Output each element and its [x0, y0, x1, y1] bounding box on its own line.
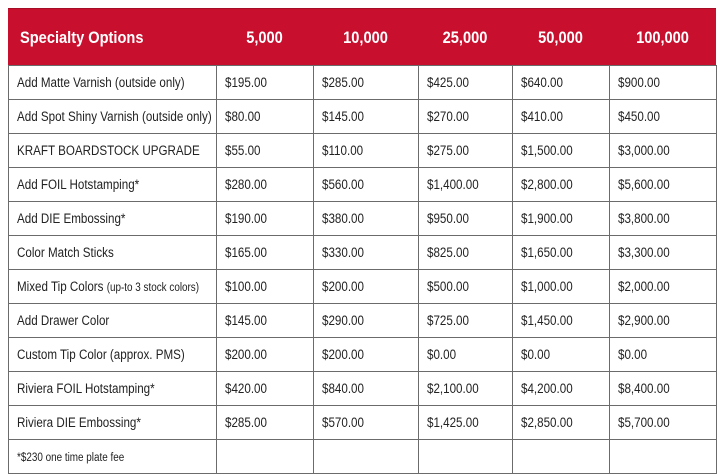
pricing-table-frame: [8, 8, 716, 464]
price-cell: [610, 270, 717, 304]
price-value: $825.00: [427, 245, 469, 260]
price-cell: [419, 100, 513, 134]
price-value: $200.00: [322, 279, 364, 294]
price-cell: [610, 66, 717, 100]
price-value: $5,700.00: [618, 415, 670, 430]
price-value: $2,850.00: [521, 415, 573, 430]
price-value: $2,800.00: [521, 177, 573, 192]
price-cell: [419, 236, 513, 270]
footnote-text: *$230 one time plate fee: [17, 452, 125, 464]
price-cell: [610, 202, 717, 236]
price-cell: [217, 100, 314, 134]
table-row: [9, 100, 717, 134]
price-cell: [419, 406, 513, 440]
price-cell: [419, 134, 513, 168]
price-value: $285.00: [322, 75, 364, 90]
price-value: $2,900.00: [618, 313, 670, 328]
header-qty-5000: 5,000: [246, 28, 283, 47]
empty-cell: [513, 440, 610, 474]
price-value: $110.00: [322, 143, 364, 158]
price-cell: [217, 168, 314, 202]
price-cell: [610, 338, 717, 372]
price-value: $840.00: [322, 381, 364, 396]
price-value: $420.00: [225, 381, 267, 396]
table-row: [9, 66, 717, 100]
header-qty-50000: 50,000: [538, 28, 583, 47]
table-row: [9, 338, 717, 372]
price-value: $3,000.00: [618, 143, 670, 158]
empty-cell: [217, 440, 314, 474]
price-value: $200.00: [225, 347, 267, 362]
price-cell: [610, 372, 717, 406]
price-cell: [610, 100, 717, 134]
price-value: $165.00: [225, 245, 267, 260]
price-value: $330.00: [322, 245, 364, 260]
table-row: [9, 168, 717, 202]
price-cell: [610, 134, 717, 168]
option-label: Mixed Tip Colors: [17, 279, 104, 294]
option-cell: [9, 270, 217, 304]
option-label: Riviera FOIL Hotstamping*: [17, 381, 155, 396]
price-cell: [513, 168, 610, 202]
price-cell: [314, 134, 419, 168]
option-cell: [9, 134, 217, 168]
price-value: $500.00: [427, 279, 469, 294]
table-body: [9, 66, 717, 474]
price-value: $2,000.00: [618, 279, 670, 294]
price-cell: [314, 100, 419, 134]
table-header: [8, 8, 716, 66]
price-value: $950.00: [427, 211, 469, 226]
price-value: $1,400.00: [427, 177, 479, 192]
price-cell: [217, 236, 314, 270]
price-value: $190.00: [225, 211, 267, 226]
price-cell: [314, 304, 419, 338]
price-value: $1,500.00: [521, 143, 573, 158]
price-value: $3,800.00: [618, 211, 670, 226]
price-value: $55.00: [225, 143, 261, 158]
price-cell: [513, 304, 610, 338]
empty-cell: [314, 440, 419, 474]
price-value: $80.00: [225, 109, 261, 124]
price-cell: [314, 168, 419, 202]
price-cell: [610, 236, 717, 270]
table-row: [9, 304, 717, 338]
price-cell: [513, 134, 610, 168]
price-value: $1,900.00: [521, 211, 573, 226]
empty-cell: [610, 440, 717, 474]
price-value: $1,450.00: [521, 313, 573, 328]
price-value: $195.00: [225, 75, 267, 90]
price-value: $145.00: [225, 313, 267, 328]
price-cell: [217, 406, 314, 440]
price-value: $100.00: [225, 279, 267, 294]
price-value: $275.00: [427, 143, 469, 158]
option-cell: [9, 338, 217, 372]
option-label: Add Spot Shiny Varnish (outside only): [17, 109, 212, 124]
option-label: Color Match Sticks: [17, 245, 114, 260]
price-cell: [610, 168, 717, 202]
price-cell: [513, 66, 610, 100]
price-value: $8,400.00: [618, 381, 670, 396]
price-value: $380.00: [322, 211, 364, 226]
table-row: [9, 202, 717, 236]
table-row: [9, 372, 717, 406]
price-value: $0.00: [618, 347, 648, 362]
option-label: Riviera DIE Embossing*: [17, 415, 141, 430]
price-value: $290.00: [322, 313, 364, 328]
price-cell: [513, 236, 610, 270]
price-cell: [610, 304, 717, 338]
price-value: $5,600.00: [618, 177, 670, 192]
price-cell: [513, 100, 610, 134]
price-cell: [314, 236, 419, 270]
price-value: $560.00: [322, 177, 364, 192]
price-cell: [419, 372, 513, 406]
price-cell: [217, 66, 314, 100]
price-value: $145.00: [322, 109, 364, 124]
price-cell: [513, 406, 610, 440]
price-cell: [314, 270, 419, 304]
price-cell: [314, 338, 419, 372]
table-row: [9, 236, 717, 270]
price-cell: [217, 270, 314, 304]
option-label: Add FOIL Hotstamping*: [17, 177, 140, 192]
option-cell: [9, 236, 217, 270]
header-qty-10000: 10,000: [343, 28, 388, 47]
header-specialty-options: Specialty Options: [20, 28, 144, 47]
price-cell: [513, 202, 610, 236]
price-cell: [419, 202, 513, 236]
option-label: Add Drawer Color: [17, 313, 110, 328]
price-cell: [513, 372, 610, 406]
table-row: [9, 134, 717, 168]
option-cell: [9, 168, 217, 202]
option-label: Add Matte Varnish (outside only): [17, 75, 185, 90]
price-cell: [217, 338, 314, 372]
price-value: $900.00: [618, 75, 660, 90]
price-cell: [217, 134, 314, 168]
price-value: $410.00: [521, 109, 563, 124]
option-label: Custom Tip Color (approx. PMS): [17, 347, 185, 362]
price-cell: [419, 304, 513, 338]
option-cell: [9, 202, 217, 236]
price-cell: [217, 304, 314, 338]
price-cell: [419, 270, 513, 304]
option-cell: [9, 66, 217, 100]
price-value: $1,650.00: [521, 245, 573, 260]
price-cell: [314, 66, 419, 100]
option-cell: [9, 406, 217, 440]
price-cell: [314, 202, 419, 236]
price-value: $285.00: [225, 415, 267, 430]
option-cell: [9, 372, 217, 406]
price-cell: [513, 338, 610, 372]
empty-cell: [419, 440, 513, 474]
option-cell: [9, 304, 217, 338]
option-label: Add DIE Embossing*: [17, 211, 126, 226]
price-value: $0.00: [521, 347, 551, 362]
footnote-row: [9, 440, 717, 474]
price-cell: [314, 406, 419, 440]
pricing-table: [8, 65, 717, 474]
header-qty-25000: 25,000: [442, 28, 488, 47]
price-value: $2,100.00: [427, 381, 479, 396]
price-value: $270.00: [427, 109, 469, 124]
price-value: $725.00: [427, 313, 469, 328]
price-cell: [419, 338, 513, 372]
price-cell: [419, 168, 513, 202]
price-value: $640.00: [521, 75, 563, 90]
price-cell: [610, 406, 717, 440]
price-value: $280.00: [225, 177, 267, 192]
table-row: [9, 406, 717, 440]
price-cell: [217, 202, 314, 236]
option-note: (up-to 3 stock colors): [106, 282, 200, 294]
footnote-cell: [9, 440, 217, 474]
price-value: $4,200.00: [521, 381, 573, 396]
price-cell: [419, 66, 513, 100]
header-qty-100000: 100,000: [636, 28, 689, 47]
price-value: $1,000.00: [521, 279, 573, 294]
price-value: $200.00: [322, 347, 364, 362]
price-value: $1,425.00: [427, 415, 479, 430]
price-value: $425.00: [427, 75, 469, 90]
price-value: $450.00: [618, 109, 660, 124]
price-cell: [314, 372, 419, 406]
price-cell: [217, 372, 314, 406]
table-row: [9, 270, 717, 304]
price-value: $3,300.00: [618, 245, 670, 260]
option-cell: [9, 100, 217, 134]
price-value: $0.00: [427, 347, 457, 362]
price-cell: [513, 270, 610, 304]
price-value: $570.00: [322, 415, 364, 430]
option-label: KRAFT BOARDSTOCK UPGRADE: [17, 143, 200, 158]
